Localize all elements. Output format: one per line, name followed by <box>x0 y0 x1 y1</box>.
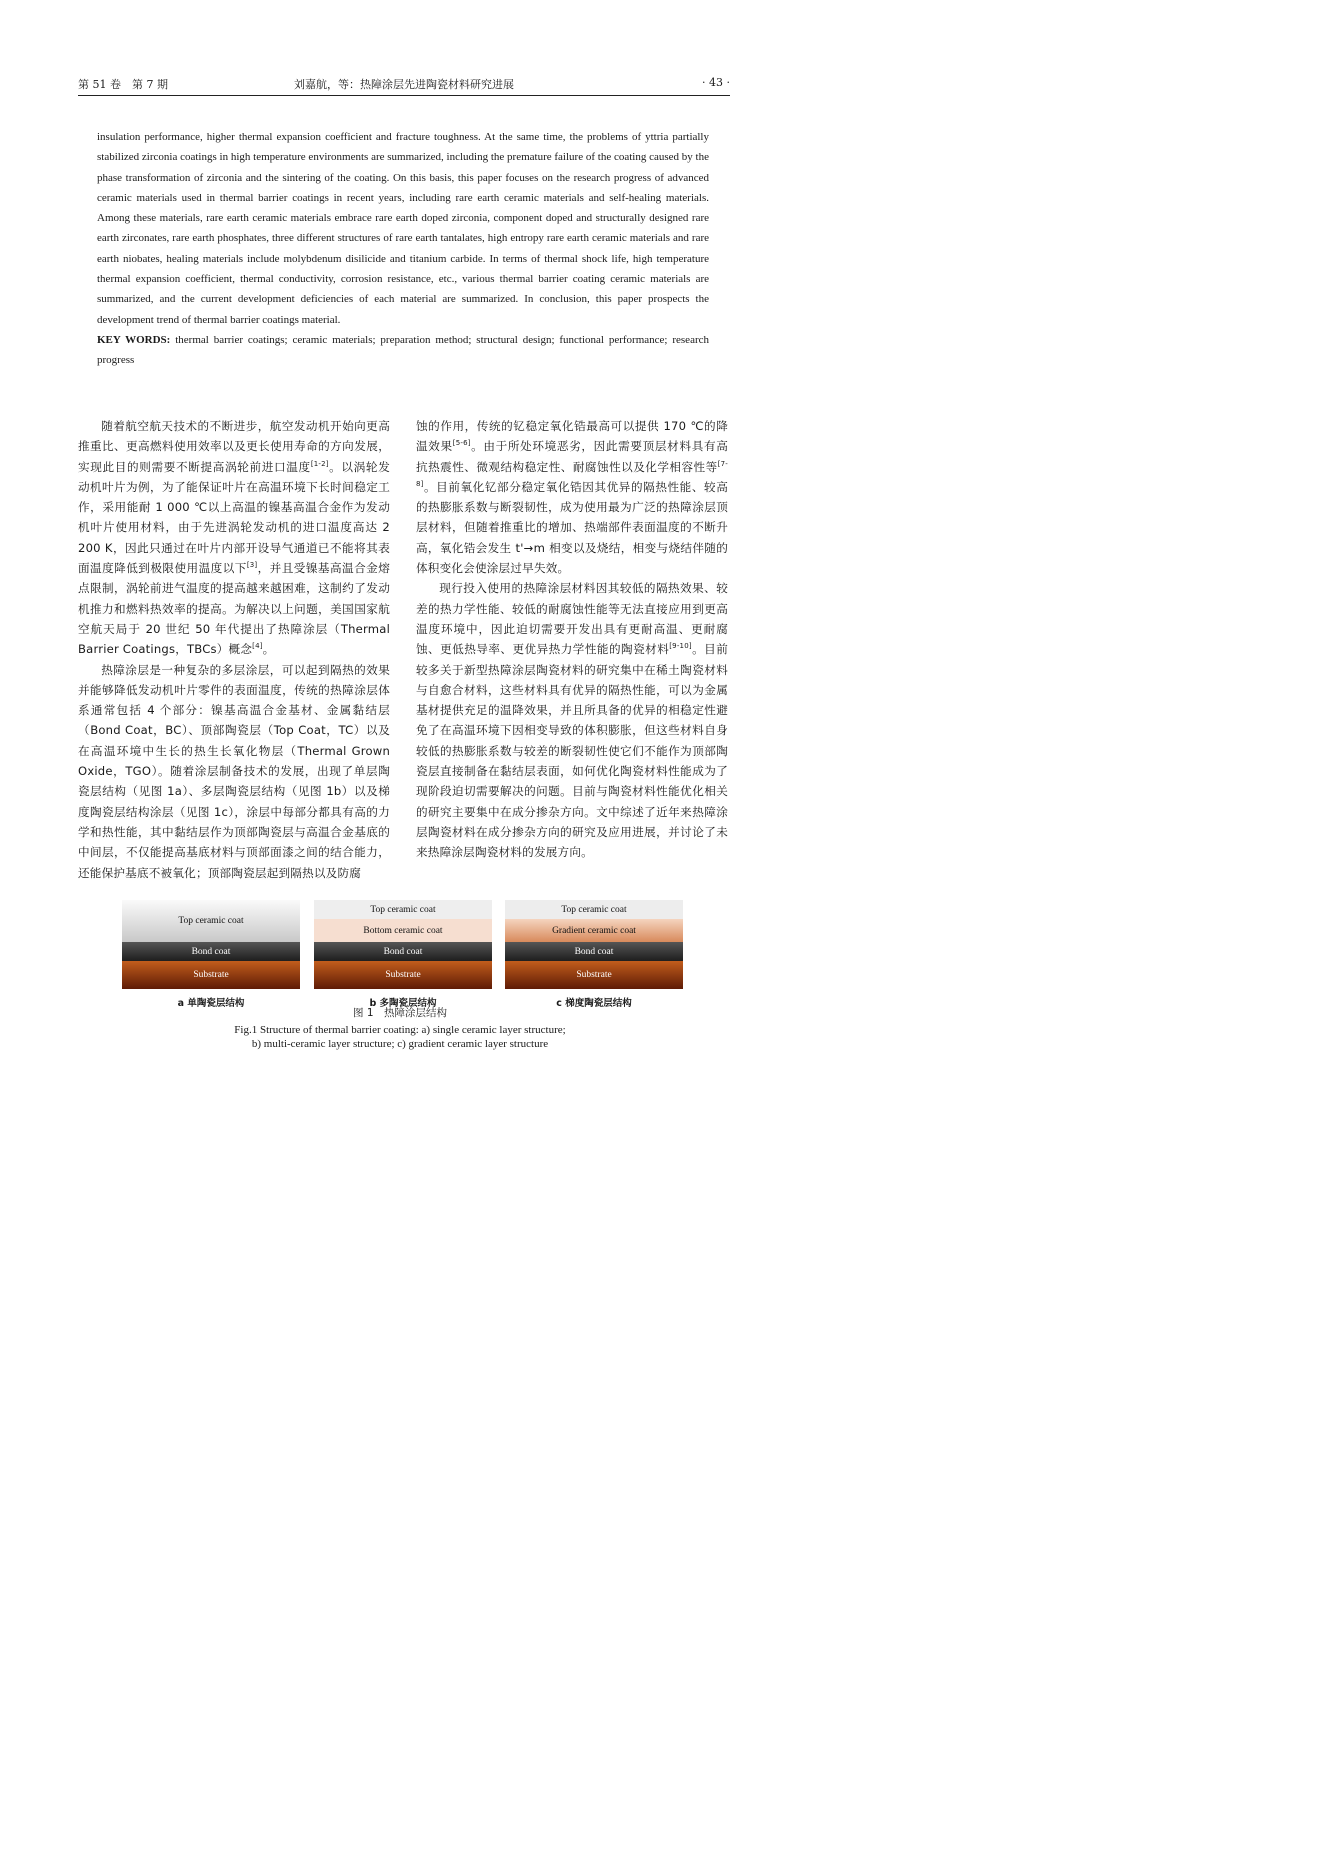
layer-bond-coat: Bond coat <box>314 942 492 961</box>
running-header <box>78 73 730 96</box>
paragraph-intro: 随着航空航天技术的不断进步，航空发动机开始向更高推重比、更高燃料使用效率以及更长使用寿命的方向发展，实现此目的则需要不断提高涡轮前进口温度[1-2]。以涡轮发动机叶片为例，为了能保证叶片在高温环境下长时间稳定工作，采用能耐 1 000 ℃以上高温的镍基高温合金作为发动机叶片使用材料，由于先进涡轮发动机的进口温度高达 2 200 K，因此只通过在叶片内部开设导气通道已不能将其表面温度降低到极限使用温度以下[3]，并且受镍基高温合金熔点限制，涡轮前进气温度的提高越来越困难，这制约了发动机推力和燃料热效率的提高。为解决以上问题，美国国家航空航天局于 20 世纪 50 年代提出了热障涂层（Thermal Barrier Coatings，TBCs）概念[4]。 <box>78 419 390 657</box>
panel-a-label: a 单陶瓷层结构 <box>177 998 245 1009</box>
paragraph-materials: 现行投入使用的热障涂层材料因其较低的隔热效果、较差的热力学性能、较低的耐腐蚀性能等无法直接应用到更高温度环境中，因此迫切需要开发出具有更耐高温、更耐腐蚀、更低热导率、更优异热力学性能的陶瓷材料[9-10]。目前较多关于新型热障涂层陶瓷材料的研究集中在稀土陶瓷材料与自愈合材料，这些材料具有优异的隔热性能，可以为金属基材提供充足的温降效果，并且所具备的优异的相稳定性避免了在高温环境下因相变导致的体积膨胀，但这些材料自身较低的热膨胀系数与较差的断裂韧性使它们不能作为顶部陶瓷层直接制备在黏结层表面，如何优化陶瓷材料性能成为了现阶段迫切需要解决的问题。目前与陶瓷材料性能优化相关的研究主要集中在成分掺杂方向。文中综述了近年来热障涂层陶瓷材料在成分掺杂方向的研究及应用进展，并讨论了未来热障涂层陶瓷材料的发展方向。 <box>416 581 728 860</box>
layer-bond-coat: Bond coat <box>505 942 683 961</box>
diagram-gradient-layer <box>505 900 683 989</box>
citation: [9-10] <box>669 642 692 651</box>
citation: [1-2] <box>310 459 329 468</box>
body-column-right <box>416 416 728 863</box>
english-abstract <box>97 127 709 371</box>
figure-1 <box>122 900 682 1009</box>
figure-caption-zh: 图 1 热障涂层结构 <box>352 1007 448 1019</box>
layer-top-ceramic: Top ceramic coat <box>314 900 492 919</box>
panel-b-label: b 多陶瓷层结构 <box>369 998 437 1009</box>
keywords-text: thermal barrier coatings; ceramic materials; preparation method; structural design; functional performance; research progress <box>97 333 709 367</box>
figure-caption-en-line1: Fig.1 Structure of thermal barrier coating: a) single ceramic layer structure; <box>234 1024 566 1036</box>
figure-caption-en <box>0 1023 800 1051</box>
layer-top-ceramic: Top ceramic coat <box>505 900 683 919</box>
running-title: 刘嘉航，等：热障涂层先进陶瓷材料研究进展 <box>294 78 514 91</box>
citation: [7-8] <box>416 459 728 489</box>
citation: [5-6] <box>452 439 471 448</box>
layer-substrate: Substrate <box>122 961 300 989</box>
body-column-left <box>78 416 390 883</box>
panel-c-label: c 梯度陶瓷层结构 <box>556 998 632 1009</box>
keywords <box>97 330 709 371</box>
citation: [3] <box>246 561 258 570</box>
layer-top-ceramic: Top ceramic coat <box>122 900 300 942</box>
page-number: · 43 · <box>702 76 730 89</box>
diagram-multi-layer <box>314 900 492 989</box>
figure-caption-en-line2: b) multi-ceramic layer structure; c) gradient ceramic layer structure <box>251 1038 549 1050</box>
layer-gradient-ceramic: Gradient ceramic coat <box>505 919 683 942</box>
layer-bottom-ceramic: Bottom ceramic coat <box>314 919 492 942</box>
layer-bond-coat: Bond coat <box>122 942 300 961</box>
layer-substrate: Substrate <box>314 961 492 989</box>
citation: [4] <box>252 642 263 651</box>
diagram-single-layer <box>122 900 300 989</box>
abstract-text: insulation performance, higher thermal expansion coefficient and fracture toughness. At the same time, the problems of yttria partially stabilized zirconia coatings in high temperature environments are summarized, including the premature failure of the coating caused by the phase transformation of zirconia and the sintering of the coating. On this basis, this paper focuses on the research progress of advanced ceramic materials used in thermal barrier coatings in recent years, including rare earth ceramic materials and self-healing materials. Among these materials, rare earth ceramic materials embrace rare earth doped zirconia, component doped and structurally designed rare earth zirconates, rare earth phosphates, three different structures of rare earth tantalates, high entropy rare earth ceramic materials and rare earth niobates, healing materials include molybdenum disilicide and titanium carbide. In terms of thermal shock life, high temperature thermal expansion coefficient, thermal conductivity, corrosion resistance, etc., various thermal barrier coating ceramic materials are summarized, and the current development deficiencies of each material are summarized. In conclusion, this paper prospects the development trend of thermal barrier coatings material. <box>97 131 709 326</box>
paragraph-tbc-structure: 热障涂层是一种复杂的多层涂层，可以起到隔热的效果并能够降低发动机叶片零件的表面温度，传统的热障涂层体系通常包括 4 个部分：镍基高温合金基材、金属黏结层（Bond Coat，BC）、顶部陶瓷层（Top Coat，TC）以及在高温环境中生长的热生长氧化物层（Thermal Grown Oxide，TGO）。随着涂层制备技术的发展，出现了单层陶瓷层结构（见图 1a）、多层陶瓷层结构（见图 1b）以及梯度陶瓷层结构涂层（见图 1c），涂层中每部分都具有高的力学和热性能，其中黏结层作为顶部陶瓷层与高温合金基底的中间层，不仅能提高基底材料与顶部面漆之间的结合能力，还能保护基底不被氧化；顶部陶瓷层起到隔热以及防腐 <box>78 662 390 880</box>
volume-issue: 第 51 卷 第 7 期 <box>78 78 168 91</box>
keywords-label: KEY WORDS: <box>97 333 171 346</box>
layer-substrate: Substrate <box>505 961 683 989</box>
paragraph-continued: 蚀的作用，传统的钇稳定氧化锆最高可以提供 170 ℃的降温效果[5-6]。由于所处环境恶劣，因此需要顶层材料具有高抗热震性、微观结构稳定性、耐腐蚀性以及化学相容性等[7-8]。目前氧化钇部分稳定氧化锆因其优异的隔热性能、较高的热膨胀系数与断裂韧性，成为使用最为广泛的热障涂层顶层材料，但随着推重比的增加、热端部件表面温度的不断升高，氧化锆会发生 t'→m 相变以及烧结，相变与烧结伴随的体积变化会使涂层过早失效。 <box>416 419 728 576</box>
